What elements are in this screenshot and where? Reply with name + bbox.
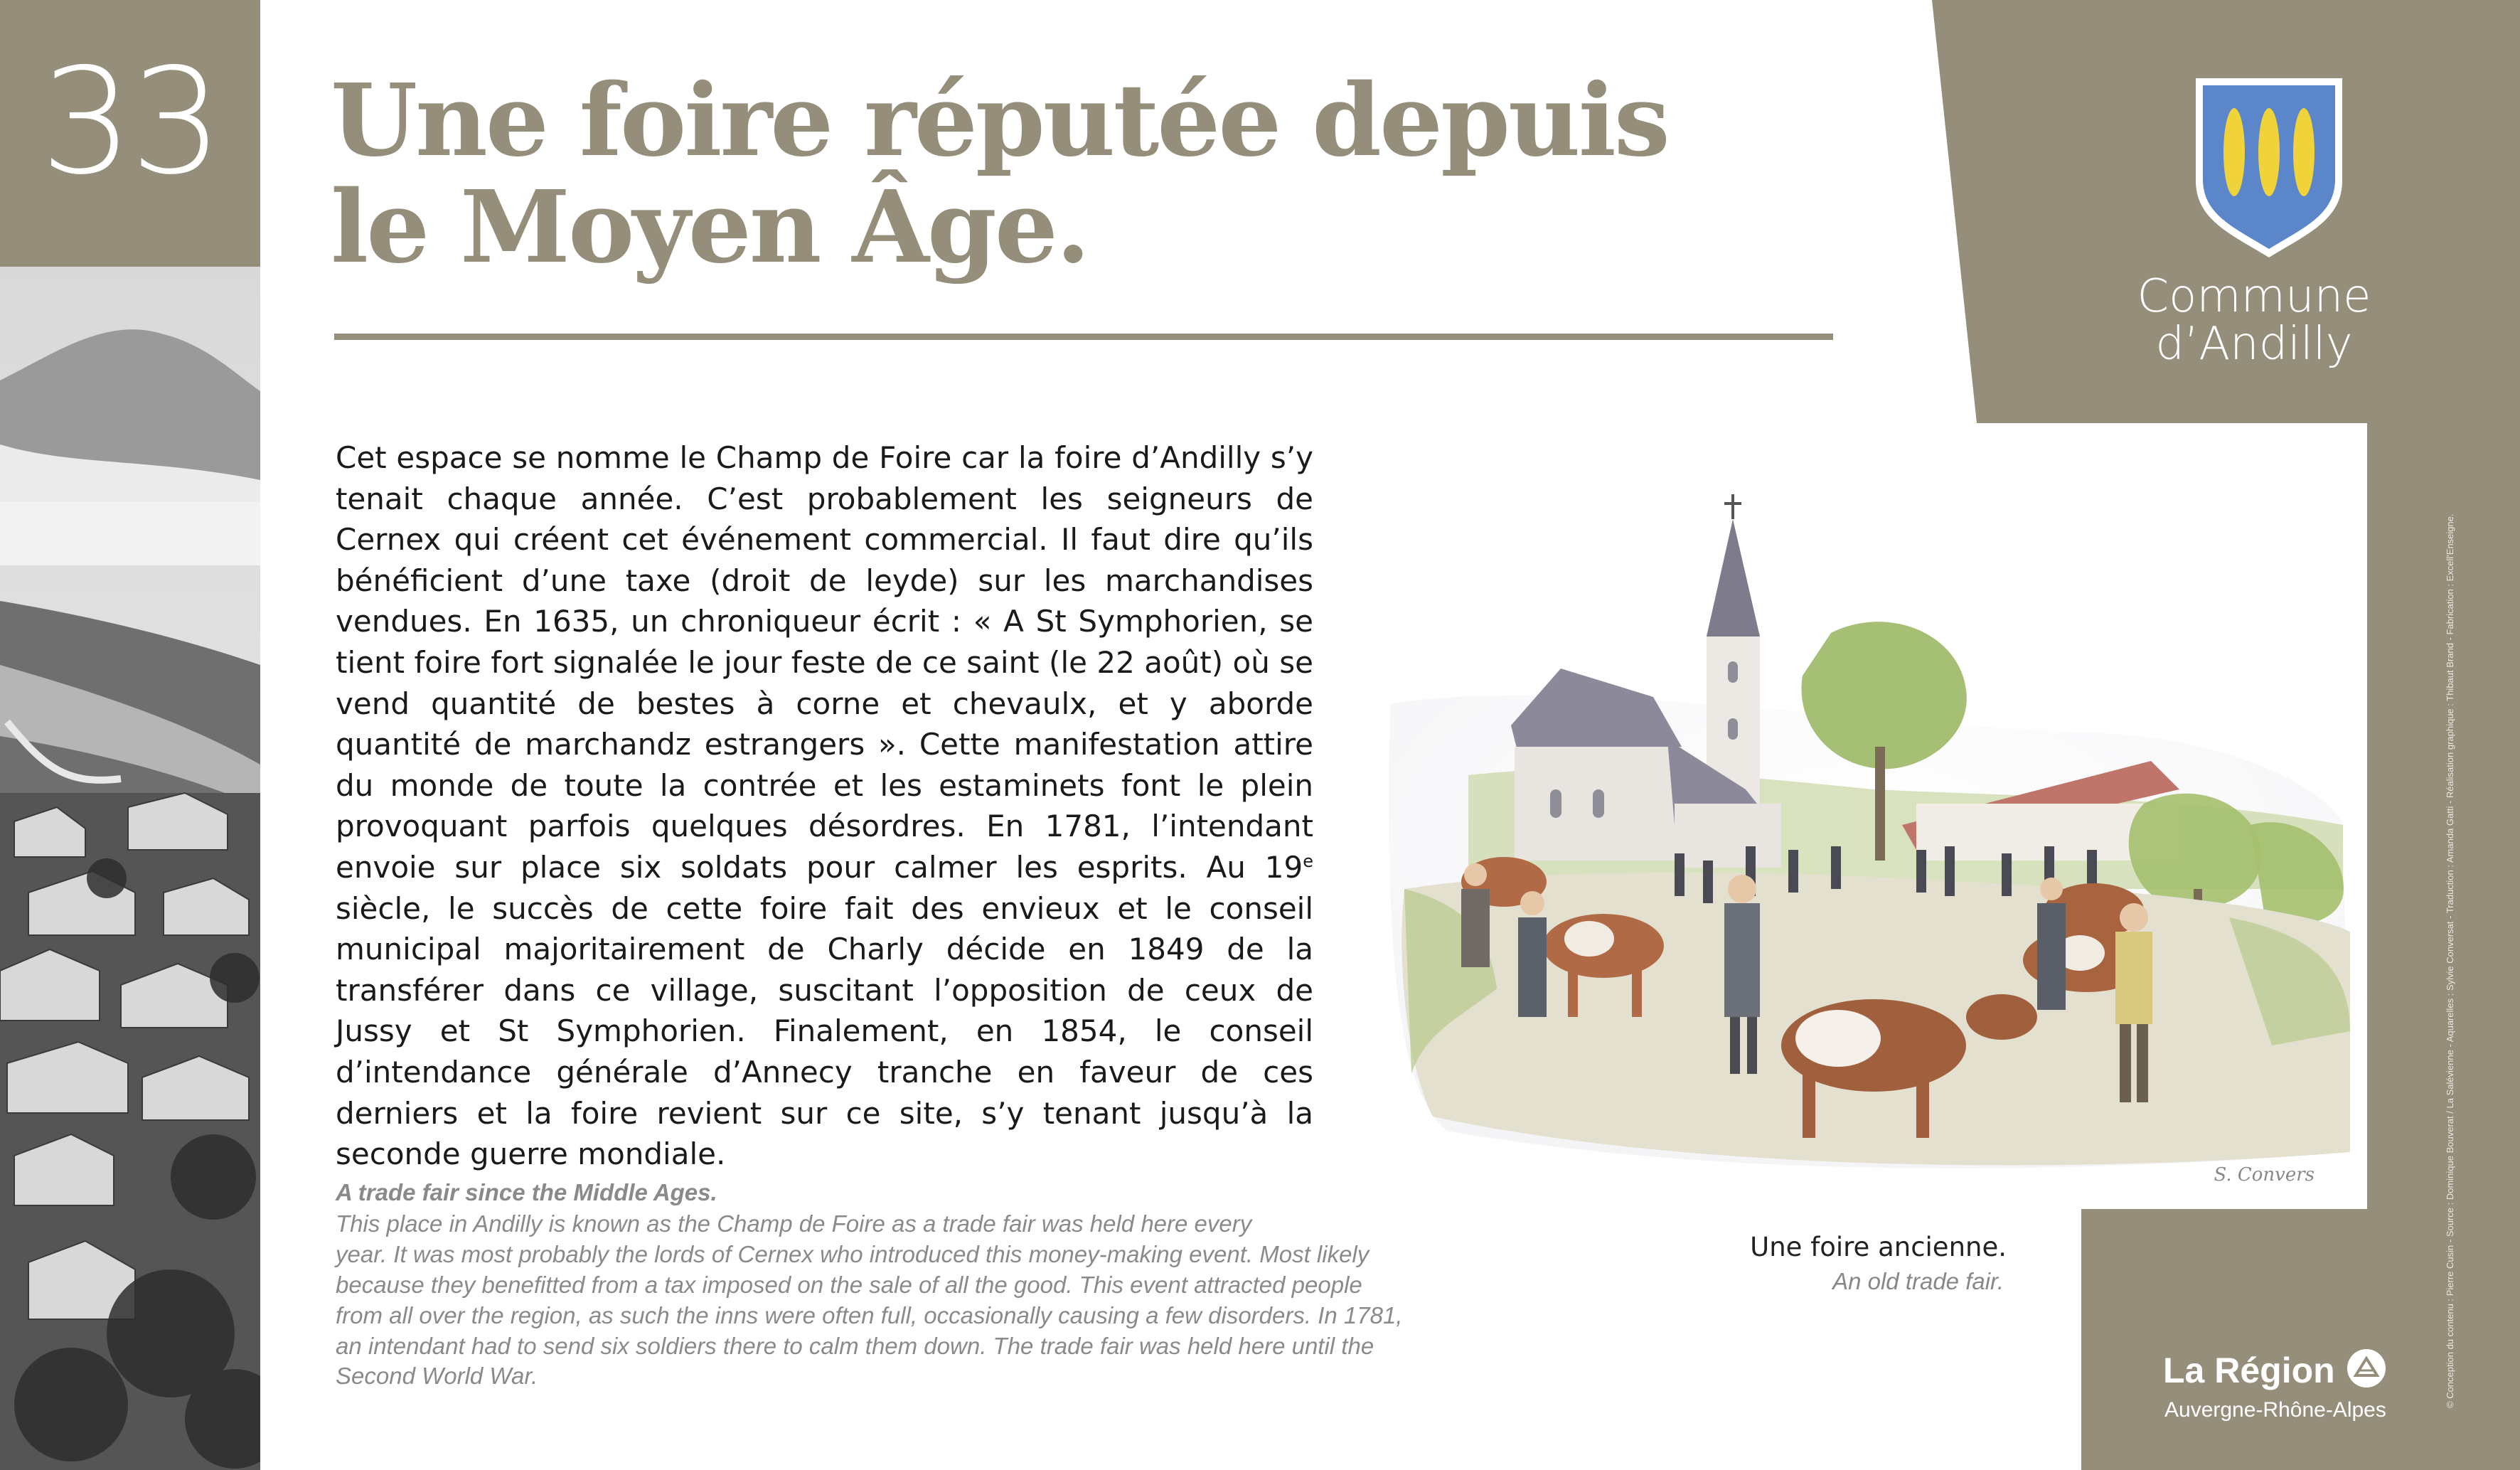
body-text-part-2: siècle, le succès de cette foire fait des envieux et le conseil municipal majoritairement de Charly décide en 1849 de la transférer dans ce village, suscitant l’opposition de ceux de Jussy et St Symphorien. Finalement, en 1854, le conseil d’intendance générale d’Annecy tranche en faveur de ces derniers et la foire revient sur ce site, s’y tenant jusqu’à la seconde guerre mondiale. <box>336 890 1313 1172</box>
body-paragraph <box>336 437 1313 1175</box>
english-paragraph <box>336 1209 1473 1392</box>
painting-signature: S. Convers <box>2214 1164 2315 1186</box>
landscape-photo <box>0 267 260 1470</box>
panel-number: 33 <box>40 38 220 207</box>
english-line: year. It was most probably the lords of Cernex who introduced this money-making event. Most likely <box>336 1240 1370 1267</box>
title-divider <box>334 334 1833 340</box>
page-title <box>331 63 1824 286</box>
body-text-part-1: Cet espace se nomme le Champ de Foire car la foire d’Andilly s’y tenait chaque année. C’est probablement les seigneurs de Cernex qui créent cet événement commercial. Il faut dire qu’ils bénéficient d’une taxe (droit de leyde) sur les marchandises vendues. En 1635, un chroniqueur écrit : « A St Symphorien, se tient foire fort signalée le jour feste de ce saint (le 22 août) où se vend quantité de bestes à corne et chevaulx, et y aborde quantité de marchandz estrangers ». Cette manifestation attire du monde de toute la contrée et les estaminets font le plein provoquant parfois quelques désordres. En 1781, l’intendant envoie sur place six soldats pour calmer les esprits. Au 19 <box>336 440 1313 885</box>
body-superscript: e <box>1303 851 1313 871</box>
caption-english: An old trade fair. <box>1832 1268 2004 1294</box>
credits-text: © Conception du contenu : Pierre Cusin - Source : Dominique Bouverat / La Salévienne - Aquarelles : Sylvie Conversat - Traduction : Amanda Gatti - Réalisation graphique : Thibaut Brand - Fabrication : Excell'Enseigne. <box>2445 513 2455 1408</box>
fair-watercolor-painting <box>1376 491 2354 1195</box>
english-line: This place in Andilly is known as the Champ de Foire as a trade fair was held here every <box>336 1210 1252 1237</box>
english-title: A trade fair since the Middle Ages. <box>336 1179 717 1205</box>
english-line: because they benefitted from a tax imposed on the sale of all the good. This event attracted people <box>336 1271 1362 1298</box>
caption-french: Une foire ancienne. <box>1750 1232 2007 1262</box>
commune-name-line-1: Commune <box>2137 270 2371 323</box>
title-line-1: Une foire réputée depuis <box>331 63 1668 179</box>
english-line: an intendant had to send six soldiers there to calm them down. The trade fair was held here until the <box>336 1332 1374 1359</box>
andilly-crest-icon <box>2190 74 2348 260</box>
commune-name-line-2: d’Andilly <box>2155 318 2353 371</box>
english-line: from all over the region, as such the inns were often full, occasionally causing a few disorders. In 1781, <box>336 1301 1403 1328</box>
english-line: Second World War. <box>336 1363 538 1390</box>
region-logo-icon <box>2347 1348 2386 1388</box>
region-name: La Région <box>2163 1351 2335 1390</box>
title-line-2: le Moyen Âge. <box>331 169 1089 286</box>
region-subtitle: Auvergne-Rhône-Alpes <box>2164 1398 2386 1422</box>
